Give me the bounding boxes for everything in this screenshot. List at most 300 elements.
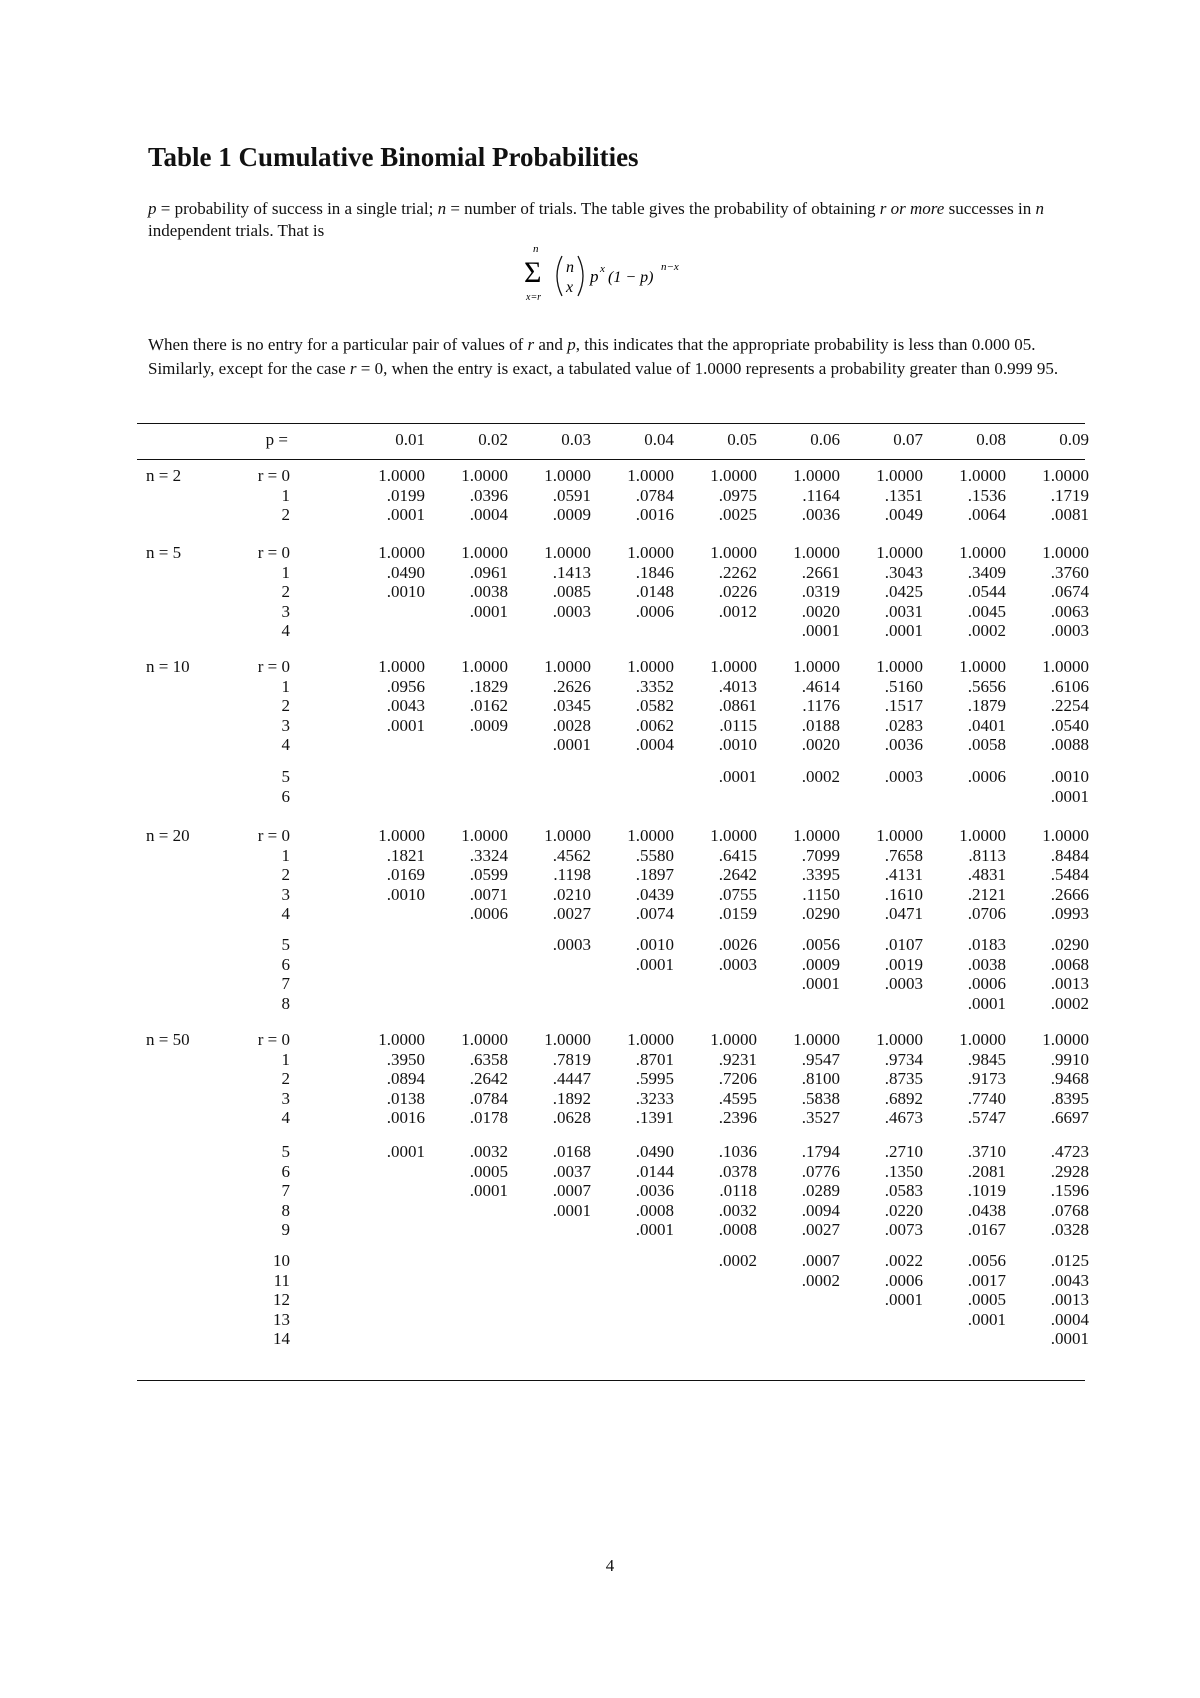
probability-cell: .0002 xyxy=(718,1251,757,1270)
probability-cell: .0038 xyxy=(967,954,1006,974)
probability-cell: 1.0000 xyxy=(959,466,1006,485)
probability-cell: .6892 xyxy=(884,1088,923,1108)
probability-cell: .0022 xyxy=(884,1251,923,1270)
probability-column xyxy=(936,657,1006,755)
r-value: 3 xyxy=(281,1088,290,1108)
r-value: r = 0 xyxy=(257,543,290,562)
probability-cell: .0490 xyxy=(386,562,425,582)
probability-cell xyxy=(438,955,508,975)
probability-cell: .2666 xyxy=(1050,884,1089,904)
probability-cell: .0961 xyxy=(469,562,508,582)
probability-column xyxy=(853,1251,923,1349)
probability-cell: 1.0000 xyxy=(378,1030,425,1049)
probability-cell: 1.0000 xyxy=(710,1030,757,1049)
probability-cell: .4131 xyxy=(884,865,923,884)
r-value: 14 xyxy=(273,1329,290,1348)
r-value: 2 xyxy=(281,582,290,601)
probability-cell: .0049 xyxy=(884,505,923,524)
probability-cell: 1.0000 xyxy=(710,543,757,562)
probability-cell: .0001 xyxy=(801,621,840,640)
probability-cell: .0058 xyxy=(967,735,1006,754)
probability-cell xyxy=(438,1220,508,1240)
probability-cell: 1.0000 xyxy=(378,826,425,845)
r-value: 3 xyxy=(281,601,290,621)
probability-cell xyxy=(604,767,674,787)
probability-cell: .4562 xyxy=(552,845,591,865)
probability-column xyxy=(438,657,508,755)
probability-column xyxy=(1019,1030,1089,1128)
probability-cell: .0148 xyxy=(635,582,674,601)
probability-cell: .5580 xyxy=(635,845,674,865)
probability-cell xyxy=(438,1251,508,1271)
p-value-header: 0.04 xyxy=(644,430,674,449)
probability-cell xyxy=(521,955,591,975)
probability-cell: 1.0000 xyxy=(1042,826,1089,845)
probability-cell: 1.0000 xyxy=(959,1030,1006,1049)
probability-cell: .0471 xyxy=(884,904,923,923)
probability-cell: 1.0000 xyxy=(959,826,1006,845)
probability-cell: .0002 xyxy=(801,767,840,786)
probability-cell: .0188 xyxy=(801,715,840,735)
probability-cell: .2262 xyxy=(718,562,757,582)
probability-cell: .1892 xyxy=(552,1088,591,1108)
probability-cell: .0026 xyxy=(718,935,757,954)
probability-cell: 1.0000 xyxy=(461,657,508,676)
probability-cell: .0002 xyxy=(1050,993,1089,1013)
probability-column xyxy=(687,543,757,641)
probability-cell xyxy=(438,1271,508,1291)
probability-cell xyxy=(770,1329,840,1349)
probability-cell: .2254 xyxy=(1050,696,1089,715)
probability-cell: .1794 xyxy=(801,1142,840,1161)
probability-cell xyxy=(687,1271,757,1291)
probability-cell: .0071 xyxy=(469,884,508,904)
probability-cell: .0006 xyxy=(967,974,1006,993)
probability-cell: .0031 xyxy=(884,601,923,621)
probability-cell: 1.0000 xyxy=(544,826,591,845)
probability-cell: 1.0000 xyxy=(793,466,840,485)
probability-column xyxy=(936,543,1006,641)
probability-column xyxy=(1019,826,1089,924)
probability-cell: 1.0000 xyxy=(876,826,923,845)
probability-cell: .0003 xyxy=(1050,621,1089,640)
probability-column xyxy=(521,935,591,1013)
probability-cell xyxy=(853,1310,923,1330)
probability-cell: .0328 xyxy=(1050,1220,1089,1239)
probability-cell: .0162 xyxy=(469,696,508,715)
probability-column xyxy=(438,1142,508,1240)
r-value: 1 xyxy=(281,1049,290,1069)
probability-cell: .0074 xyxy=(635,904,674,923)
p-value-header: 0.08 xyxy=(976,430,1006,449)
probability-column xyxy=(521,1030,591,1128)
probability-column xyxy=(770,935,840,1013)
probability-cell xyxy=(355,1201,425,1221)
probability-cell: .9468 xyxy=(1050,1069,1089,1088)
probability-cell: .0002 xyxy=(801,1270,840,1290)
probability-cell: .1351 xyxy=(884,485,923,505)
note-text: and xyxy=(534,335,568,354)
probability-cell: .1610 xyxy=(884,884,923,904)
probability-column xyxy=(936,1142,1006,1240)
probability-cell: 1.0000 xyxy=(876,657,923,676)
probability-cell: 1.0000 xyxy=(627,826,674,845)
probability-cell: .8735 xyxy=(884,1069,923,1088)
probability-cell: .1879 xyxy=(967,696,1006,715)
probability-cell: .5484 xyxy=(1050,865,1089,884)
probability-cell xyxy=(770,994,840,1014)
probability-cell: 1.0000 xyxy=(710,657,757,676)
r-column xyxy=(230,935,290,1013)
probability-cell xyxy=(604,994,674,1014)
probability-cell: .0036 xyxy=(884,735,923,754)
probability-cell: .2710 xyxy=(884,1142,923,1161)
probability-cell xyxy=(355,1290,425,1310)
probability-cell xyxy=(521,767,591,787)
probability-cell: .4673 xyxy=(884,1108,923,1127)
probability-cell: .0169 xyxy=(386,865,425,884)
probability-cell: .0008 xyxy=(718,1220,757,1239)
probability-cell: .0038 xyxy=(469,582,508,601)
n-label: n = 10 xyxy=(146,657,190,676)
intro-var-n: n xyxy=(1035,199,1044,218)
probability-column xyxy=(438,1030,508,1128)
r-column xyxy=(230,1142,290,1240)
probability-cell: 1.0000 xyxy=(959,543,1006,562)
probability-column xyxy=(604,657,674,755)
probability-column xyxy=(355,1030,425,1128)
probability-cell: .0776 xyxy=(801,1161,840,1181)
r-column xyxy=(230,466,290,525)
probability-column xyxy=(521,767,591,806)
probability-column xyxy=(770,466,840,525)
probability-cell: .0490 xyxy=(635,1142,674,1161)
probability-cell: 1.0000 xyxy=(378,657,425,676)
probability-column xyxy=(604,935,674,1013)
r-value: 5 xyxy=(281,935,290,954)
probability-cell: .0599 xyxy=(469,865,508,884)
r-value: 1 xyxy=(281,562,290,582)
note-text: = 0, when the entry is exact, a tabulated value of 1.0000 represents a probability greater than 0.999 95. xyxy=(356,359,1059,378)
probability-column xyxy=(438,543,508,641)
probability-cell xyxy=(521,1290,591,1310)
probability-column xyxy=(1019,466,1089,525)
intro-text: = probability of success in a single trial; xyxy=(156,199,438,218)
r-value: 1 xyxy=(281,845,290,865)
r-value: 4 xyxy=(281,904,290,923)
probability-column xyxy=(521,1142,591,1240)
probability-column xyxy=(1019,935,1089,1013)
probability-cell: 1.0000 xyxy=(793,1030,840,1049)
r-value: 6 xyxy=(281,786,290,806)
table-top-rule xyxy=(137,423,1085,424)
probability-cell: .0003 xyxy=(884,974,923,993)
probability-cell: .1596 xyxy=(1050,1181,1089,1200)
probability-cell: .0283 xyxy=(884,715,923,735)
probability-cell: .0013 xyxy=(1050,974,1089,993)
probability-cell: .9910 xyxy=(1050,1049,1089,1069)
probability-column xyxy=(355,826,425,924)
probability-cell: .3409 xyxy=(967,562,1006,582)
probability-cell: .8100 xyxy=(801,1069,840,1088)
probability-cell: .0001 xyxy=(386,715,425,735)
probability-cell: .7740 xyxy=(967,1088,1006,1108)
probability-cell: .7819 xyxy=(552,1049,591,1069)
probability-column xyxy=(1019,543,1089,641)
probability-cell: .3043 xyxy=(884,562,923,582)
probability-column xyxy=(936,767,1006,806)
probability-cell: .3324 xyxy=(469,845,508,865)
probability-cell xyxy=(604,1329,674,1349)
r-value: 4 xyxy=(281,1108,290,1127)
note-var-r: r xyxy=(349,359,357,378)
probability-cell: .0027 xyxy=(801,1220,840,1239)
probability-cell: .9231 xyxy=(718,1049,757,1069)
probability-cell: .9547 xyxy=(801,1049,840,1069)
probability-cell: .6697 xyxy=(1050,1108,1089,1127)
probability-cell: .0107 xyxy=(884,935,923,954)
probability-cell xyxy=(438,1329,508,1349)
r-value: r = 0 xyxy=(257,826,290,845)
probability-column xyxy=(770,543,840,641)
probability-cell xyxy=(438,621,508,641)
page-number: 4 xyxy=(605,1556,615,1575)
note-paragraph xyxy=(148,333,1088,381)
intro-var-n: n xyxy=(437,199,447,218)
probability-cell xyxy=(355,602,425,622)
probability-cell: .1150 xyxy=(802,884,840,904)
n-label: n = 20 xyxy=(146,826,190,845)
probability-cell: 1.0000 xyxy=(793,657,840,676)
probability-column xyxy=(521,543,591,641)
probability-cell: .5160 xyxy=(884,676,923,696)
probability-cell: .0975 xyxy=(718,485,757,505)
probability-cell: .4595 xyxy=(718,1088,757,1108)
probability-cell: .0755 xyxy=(718,884,757,904)
formula-binom-top: n xyxy=(566,259,574,276)
probability-cell: .0582 xyxy=(635,696,674,715)
probability-column xyxy=(521,826,591,924)
probability-cell: .0028 xyxy=(552,715,591,735)
binomial-sum-formula xyxy=(520,238,700,310)
probability-cell: .0115 xyxy=(719,715,757,735)
probability-cell: .0591 xyxy=(552,485,591,505)
probability-cell: .0027 xyxy=(552,904,591,923)
probability-cell: .0064 xyxy=(967,505,1006,524)
probability-cell: .3352 xyxy=(635,676,674,696)
probability-cell: .0001 xyxy=(718,767,757,786)
probability-cell: .9845 xyxy=(967,1049,1006,1069)
probability-column xyxy=(438,767,508,806)
probability-cell xyxy=(521,1310,591,1330)
probability-cell: 1.0000 xyxy=(1042,657,1089,676)
probability-cell: .2626 xyxy=(552,676,591,696)
probability-cell: .0540 xyxy=(1050,715,1089,735)
probability-cell: .0056 xyxy=(967,1251,1006,1270)
probability-cell: .1829 xyxy=(469,676,508,696)
probability-cell: .0159 xyxy=(718,904,757,923)
probability-column xyxy=(355,1251,425,1349)
probability-cell: .5995 xyxy=(635,1069,674,1088)
probability-cell: .0001 xyxy=(1050,1329,1089,1348)
r-column xyxy=(230,767,290,806)
probability-cell: .0706 xyxy=(967,904,1006,923)
probability-cell: .1164 xyxy=(802,485,840,505)
probability-cell: .0032 xyxy=(469,1142,508,1161)
p-value-header: 0.05 xyxy=(727,430,757,449)
probability-column xyxy=(438,826,508,924)
probability-cell: .0993 xyxy=(1050,904,1089,923)
note-var-r: r xyxy=(527,335,535,354)
probability-column xyxy=(438,466,508,525)
probability-column xyxy=(936,826,1006,924)
formula-binom-bottom: x xyxy=(566,279,574,296)
probability-column xyxy=(521,1251,591,1349)
probability-column xyxy=(438,935,508,1013)
probability-cell: .2642 xyxy=(469,1069,508,1088)
probability-cell: .0005 xyxy=(469,1161,508,1181)
probability-cell: .0003 xyxy=(552,601,591,621)
probability-cell xyxy=(521,1251,591,1271)
probability-column xyxy=(521,466,591,525)
probability-cell: .0094 xyxy=(801,1200,840,1220)
intro-text: successes in xyxy=(944,199,1036,218)
probability-cell: .0425 xyxy=(884,582,923,601)
probability-cell: 1.0000 xyxy=(544,1030,591,1049)
probability-cell: .0043 xyxy=(386,696,425,715)
probability-cell: .0401 xyxy=(967,715,1006,735)
probability-cell: .0009 xyxy=(469,715,508,735)
r-value: 3 xyxy=(281,884,290,904)
probability-cell: .0001 xyxy=(469,1181,508,1200)
probability-column xyxy=(355,1142,425,1240)
probability-cell: 1.0000 xyxy=(627,466,674,485)
table-bottom-rule xyxy=(137,1380,1085,1381)
probability-cell xyxy=(438,1201,508,1221)
probability-column xyxy=(687,466,757,525)
probability-cell xyxy=(355,1310,425,1330)
formula-term-p: p xyxy=(590,267,599,286)
probability-cell: .0012 xyxy=(718,601,757,621)
probability-cell: .0002 xyxy=(967,621,1006,640)
probability-cell: .4831 xyxy=(967,865,1006,884)
probability-cell: .4614 xyxy=(801,676,840,696)
probability-cell: .0319 xyxy=(801,582,840,601)
probability-column xyxy=(853,466,923,525)
r-column xyxy=(230,657,290,755)
probability-cell: .3527 xyxy=(801,1108,840,1127)
probability-cell xyxy=(355,935,425,955)
probability-cell: .0001 xyxy=(552,735,591,754)
probability-cell: .0006 xyxy=(967,767,1006,786)
r-column xyxy=(230,826,290,924)
probability-column xyxy=(770,1142,840,1240)
probability-cell: 1.0000 xyxy=(627,657,674,676)
probability-cell: .0009 xyxy=(801,954,840,974)
probability-cell: .0037 xyxy=(552,1161,591,1181)
r-value: 1 xyxy=(281,485,290,505)
r-value: 7 xyxy=(281,974,290,993)
probability-cell xyxy=(355,767,425,787)
probability-cell: .8395 xyxy=(1050,1088,1089,1108)
probability-column xyxy=(936,1251,1006,1349)
probability-cell: 1.0000 xyxy=(544,466,591,485)
probability-cell: .7099 xyxy=(801,845,840,865)
probability-column xyxy=(687,1030,757,1128)
r-value: 12 xyxy=(273,1290,290,1309)
probability-cell xyxy=(853,1329,923,1349)
probability-column xyxy=(355,543,425,641)
probability-cell: 1.0000 xyxy=(378,466,425,485)
probability-column xyxy=(1019,1251,1089,1349)
probability-column xyxy=(604,543,674,641)
probability-cell xyxy=(355,621,425,641)
probability-cell xyxy=(355,1162,425,1182)
probability-cell: .1821 xyxy=(386,845,425,865)
probability-cell: .0439 xyxy=(635,884,674,904)
probability-cell: .0020 xyxy=(801,601,840,621)
probability-cell: .1536 xyxy=(967,485,1006,505)
probability-cell: .0010 xyxy=(635,935,674,954)
probability-cell: .1198 xyxy=(553,865,591,884)
probability-column xyxy=(770,767,840,806)
probability-cell xyxy=(687,1310,757,1330)
probability-cell: .0894 xyxy=(386,1069,425,1088)
p-value-header: 0.01 xyxy=(395,430,425,449)
probability-cell: .0289 xyxy=(801,1181,840,1200)
probability-column xyxy=(853,935,923,1013)
probability-cell: .0768 xyxy=(1050,1200,1089,1220)
probability-column xyxy=(1019,767,1089,806)
probability-cell xyxy=(521,994,591,1014)
probability-cell xyxy=(355,787,425,807)
probability-cell: .8113 xyxy=(968,845,1006,865)
p-value-header: 0.03 xyxy=(561,430,591,449)
probability-cell: .1391 xyxy=(635,1108,674,1127)
n-label: n = 50 xyxy=(146,1030,190,1049)
probability-cell: .0016 xyxy=(635,505,674,524)
probability-cell: .0004 xyxy=(469,505,508,524)
r-value: 6 xyxy=(281,954,290,974)
n-label: n = 2 xyxy=(146,466,182,485)
probability-cell: .4447 xyxy=(552,1069,591,1088)
probability-cell: .0036 xyxy=(635,1181,674,1200)
probability-column xyxy=(936,466,1006,525)
probability-cell: .0032 xyxy=(718,1200,757,1220)
probability-cell: 1.0000 xyxy=(710,466,757,485)
probability-cell: .0068 xyxy=(1050,954,1089,974)
probability-cell: .2396 xyxy=(718,1108,757,1127)
probability-cell: .1019 xyxy=(967,1181,1006,1200)
probability-cell: 1.0000 xyxy=(627,543,674,562)
probability-cell: .0118 xyxy=(719,1181,757,1200)
probability-column xyxy=(687,1251,757,1349)
probability-cell: .0003 xyxy=(552,935,591,954)
p-value-header: 0.07 xyxy=(893,430,923,449)
probability-column xyxy=(355,767,425,806)
probability-cell: .0005 xyxy=(967,1290,1006,1309)
formula-lower-limit: x=r xyxy=(526,292,542,303)
probability-column xyxy=(1019,657,1089,755)
probability-cell: .1517 xyxy=(884,696,923,715)
probability-cell: .2642 xyxy=(718,865,757,884)
probability-cell xyxy=(438,935,508,955)
probability-column xyxy=(853,1030,923,1128)
probability-cell: .0004 xyxy=(635,735,674,754)
probability-cell xyxy=(936,1329,1006,1349)
probability-cell: .5747 xyxy=(967,1108,1006,1127)
probability-cell: .2928 xyxy=(1050,1161,1089,1181)
